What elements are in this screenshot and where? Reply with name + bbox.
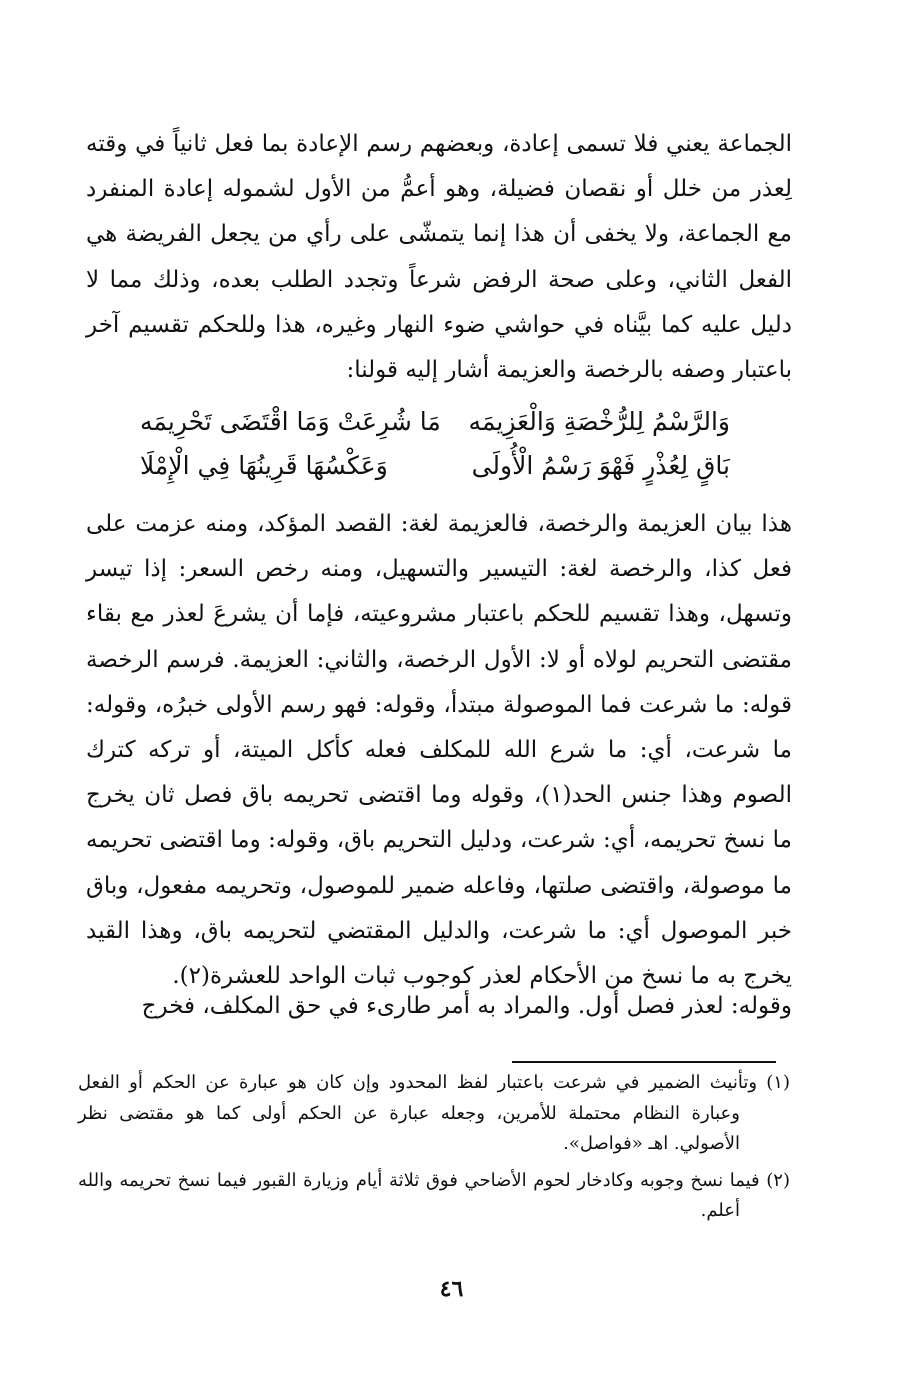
paragraph-2: هذا بيان العزيمة والرخصة، فالعزيمة لغة: القصد المؤكد، ومنه عزمت على فعل كذا، والرخصة لغة: التيسير والتسهيل، ومنه رخص السعر: إذا تيسر وتسهل، وهذا تقسيم للحكم باعتبار مشروعيته، فإما أن يشرعَ لعذر مع بقاء مقتضى التحريم لولاه أو لا: الأول الرخصة، والثاني: العزيمة. فرسم الرخصة قوله: ما شرعت فما الموصولة مبتدأ، وقوله: فهو رسم الأولى خبرُه، وقوله: ما شرعت، أي: ما شرع الله للمكلف فعله كأكل الميتة، أو تركه كترك الصوم وهذا جنس الحد(١)، وقوله وما اقتضى تحريمه باق فصل ثان يخرج ما نسخ تحريمه، أي: شرعت، ودليل التحريم باق، وقوله: وما اقتضى تحريمه ما موصولة، واقتضى صلتها، وفاعله ضمير للموصول، وتحريمه مفعول، وباق خبر الموصول أي: ما شرعت، والدليل المقتضي لتحريمه باق، وهذا القيد يخرج به ما نسخ من الأحكام لعذر كوجوب ثبات الواحد للعشرة(٢). [86, 511, 792, 990]
footnote-2: (٢) فيما نسخ وجوبه وكادخار لحوم الأضاحي فوق ثلاثة أيام وزيارة القبور فيما نسخ تحريمه والله أعلم. [78, 1169, 790, 1221]
paragraph-1: الجماعة يعني فلا تسمى إعادة، وبعضهم رسم الإعادة بما فعل ثانياً في وقته لِعذر من خلل أو نقصان فضيلة، وهو أعمُّ من الأول لشموله إعادة المنفرد مع الجماعة، ولا يخفى أن هذا إنما يتمشّى على رأي من يجعل الفريضة هي الفعل الثاني، وعلى صحة الرفض شرعاً وتجدد الطلب بعده، وذلك مما لا دليل عليه كما بيَّناه في حواشي ضوء النهار وغيره، هذا وللحكم تقسيم آخر باعتبار وصفه بالرخصة والعزيمة أشار إليه قولنا: [86, 131, 792, 384]
verse-2-left-hemistich: وَعَكْسُهَا قَرِينُهَا فِي الْإِمْلَا [140, 451, 388, 480]
commentary-text-block [86, 502, 792, 999]
footnote-1: (١) وتأنيث الضمير في شرعت باعتبار لفظ المحدود وإن كان هو عبارة عن الحكم أو الفعل وعبارة النظام محتملة للأمرين، وجعله عبارة عن الحكم أولى كما هو مقتضى نظر الأصولي. اهـ «فواصل». [78, 1072, 790, 1154]
footnote-separator [512, 1061, 776, 1063]
paragraph-3: وقوله: لعذر فصل أول. والمراد به أمر طارىء في حق المكلف، فخرج [141, 993, 792, 1019]
verse-block [140, 400, 730, 488]
closing-text-block [86, 984, 792, 1029]
verse-line-1 [140, 400, 730, 444]
footnotes [78, 1068, 790, 1233]
page-number: ٤٦ [439, 1276, 464, 1302]
verse-line-2 [140, 444, 730, 488]
verse-1-right-hemistich: وَالرَّسْمُ لِلرُّخْصَةِ وَالْعَزِيمَه [468, 407, 730, 436]
main-text-block [86, 122, 792, 393]
verse-1-left-hemistich: مَا شُرِعَتْ وَمَا اقْتَضَى تَحْرِيمَه [140, 407, 441, 436]
verse-2-right-hemistich: بَاقٍ لِعُذْرٍ فَهْوَ رَسْمُ الْأُولَى [471, 451, 730, 480]
